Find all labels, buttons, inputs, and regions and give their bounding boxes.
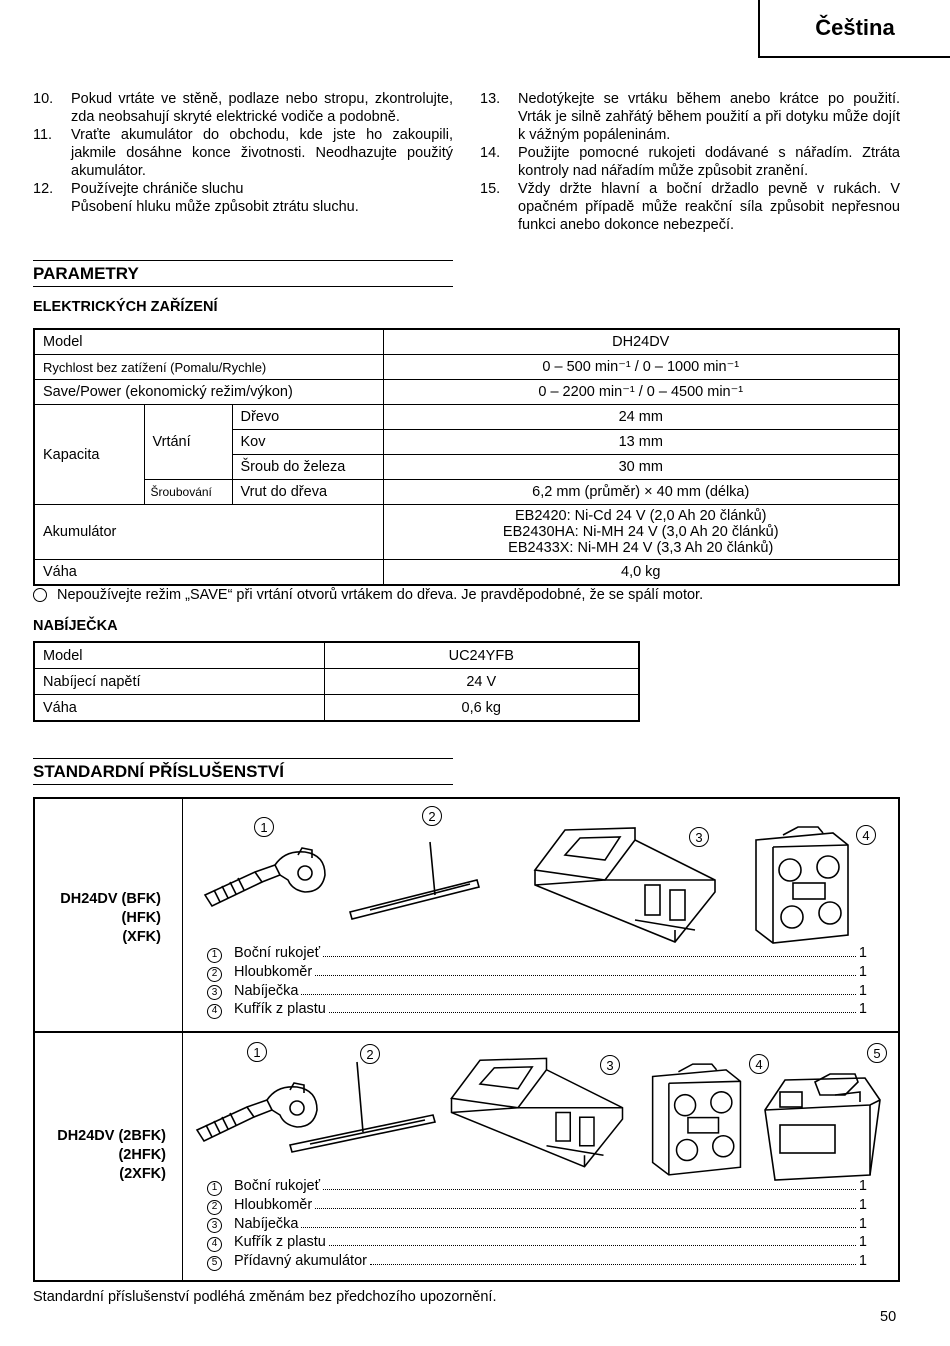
depth-gauge-icon (285, 1060, 440, 1160)
divider (182, 797, 183, 1282)
table-row: Nabíjecí napětí 24 V (34, 669, 639, 695)
table-row: Šroub do železa 30 mm (34, 455, 899, 480)
callout-5: 5 (867, 1043, 887, 1063)
battery-icon (760, 1070, 885, 1185)
side-handle-icon (200, 830, 335, 910)
callout-1: 1 (254, 817, 274, 837)
model-label-group1: DH24DV (BFK) (HFK) (XFK) (60, 891, 161, 945)
charger-spec-table (33, 641, 640, 722)
save-mode-note: Nepoužívejte režim „SAVE“ při vrtání otvorů vrtákem do dřeva. Je pravděpodobné, že se spálí motor. (33, 587, 703, 603)
page-number: 50 (880, 1309, 897, 1325)
list-item: 4 Kufřík z plastu 1 (207, 1233, 867, 1252)
list-item: 1 Boční rukojeť 1 (207, 944, 867, 963)
circle-bullet-icon (33, 588, 47, 602)
callout-4: 4 (856, 825, 876, 845)
table-row: Akumulátor EB2420: Ni-Cd 24 V (2,0 Ah 20 článků) EB2430HA: Ni-MH 24 V (3,0 Ah 20 článků) EB2433X: Ni-MH 24 V (3,3 Ah 20 článků) (34, 505, 899, 560)
table-row: Rychlost bez zatížení (Pomalu/Rychle) 0 – 500 min⁻¹ / 0 – 1000 min⁻¹ (34, 355, 899, 380)
callout-2: 2 (360, 1044, 380, 1064)
list-item: 3 Nabíječka 1 (207, 1215, 867, 1234)
callout-1: 1 (247, 1042, 267, 1062)
list-item: 15. Vždy držte hlavní a boční držadlo pevně v rukách. V opačném případě může reakční síla způsobit nepřesnou funkci anebo dokonce nebezpečí. (480, 181, 900, 233)
list-item: 2 Hloubkoměr 1 (207, 1196, 867, 1215)
accessories-heading: STANDARDNÍ PŘÍSLUŠENSTVÍ (33, 758, 453, 785)
right-safety-list (480, 90, 900, 234)
list-item: 2 Hloubkoměr 1 (207, 963, 867, 982)
table-row: Váha 0,6 kg (34, 695, 639, 722)
list-item: 11. Vraťte akumulátor do obchodu, kde jste ho zakoupili, jakmile dosáhne konce životnosti. Neodhazujte použitý akumulátor. (33, 127, 453, 179)
callout-2: 2 (422, 806, 442, 826)
table-row: Model UC24YFB (34, 642, 639, 669)
language-tab: Čeština (758, 0, 950, 58)
callout-3: 3 (689, 827, 709, 847)
table-row: Kov 13 mm (34, 430, 899, 455)
list-item: 5 Přídavný akumulátor 1 (207, 1252, 867, 1271)
table-row: Save/Power (ekonomický režim/výkon) 0 – 2200 min⁻¹ / 0 – 4500 min⁻¹ (34, 380, 899, 405)
depth-gauge-icon (345, 840, 485, 925)
table-row: Váha 4,0 kg (34, 560, 899, 586)
accessory-list-group2 (207, 1177, 867, 1271)
list-item: 3 Nabíječka 1 (207, 982, 867, 1001)
table-row: Model DH24DV (34, 329, 899, 355)
list-item: 12. Používejte chrániče sluchu Působení hluku může způsobit ztrátu sluchu. (33, 181, 359, 215)
model-label-group2: DH24DV (2BFK) (2HFK) (2XFK) (57, 1128, 166, 1182)
charger-subheading: NABÍJEČKA (33, 618, 118, 634)
left-safety-list (33, 90, 453, 216)
accessory-list-group1 (207, 944, 867, 1019)
electric-spec-table (33, 328, 900, 586)
divider (33, 1031, 900, 1033)
plastic-case-icon (645, 1062, 750, 1177)
table-row: Šroubování Vrut do dřeva 6,2 mm (průměr) × 40 mm (délka) (34, 480, 899, 505)
callout-4: 4 (749, 1054, 769, 1074)
list-item: 1 Boční rukojeť 1 (207, 1177, 867, 1196)
list-item: 13. Nedotýkejte se vrtáku během anebo krátce po použití. Vrták je silně zahřátý během použití a při dotyku může dojít k vážným popáleninám. (480, 91, 900, 143)
table-row: Kapacita Vrtání Dřevo 24 mm (34, 405, 899, 430)
plastic-case-icon (748, 825, 858, 945)
parametry-heading: PARAMETRY (33, 260, 453, 287)
callout-3: 3 (600, 1055, 620, 1075)
electric-subheading: ELEKTRICKÝCH ZAŘÍZENÍ (33, 299, 218, 315)
list-item: 10. Pokud vrtáte ve stěně, podlaze nebo stropu, zkontrolujte, zda neobsahují skryté elektrické vodiče a podobně. (33, 91, 453, 125)
list-item: 4 Kufřík z plastu 1 (207, 1000, 867, 1019)
accessories-footnote: Standardní příslušenství podléhá změnám bez předchozího upozornění. (33, 1289, 497, 1305)
list-item: 14. Použijte pomocné rukojeti dodávané s nářadím. Ztráta kontroly nad nářadím může způsobit zranění. (480, 145, 900, 179)
